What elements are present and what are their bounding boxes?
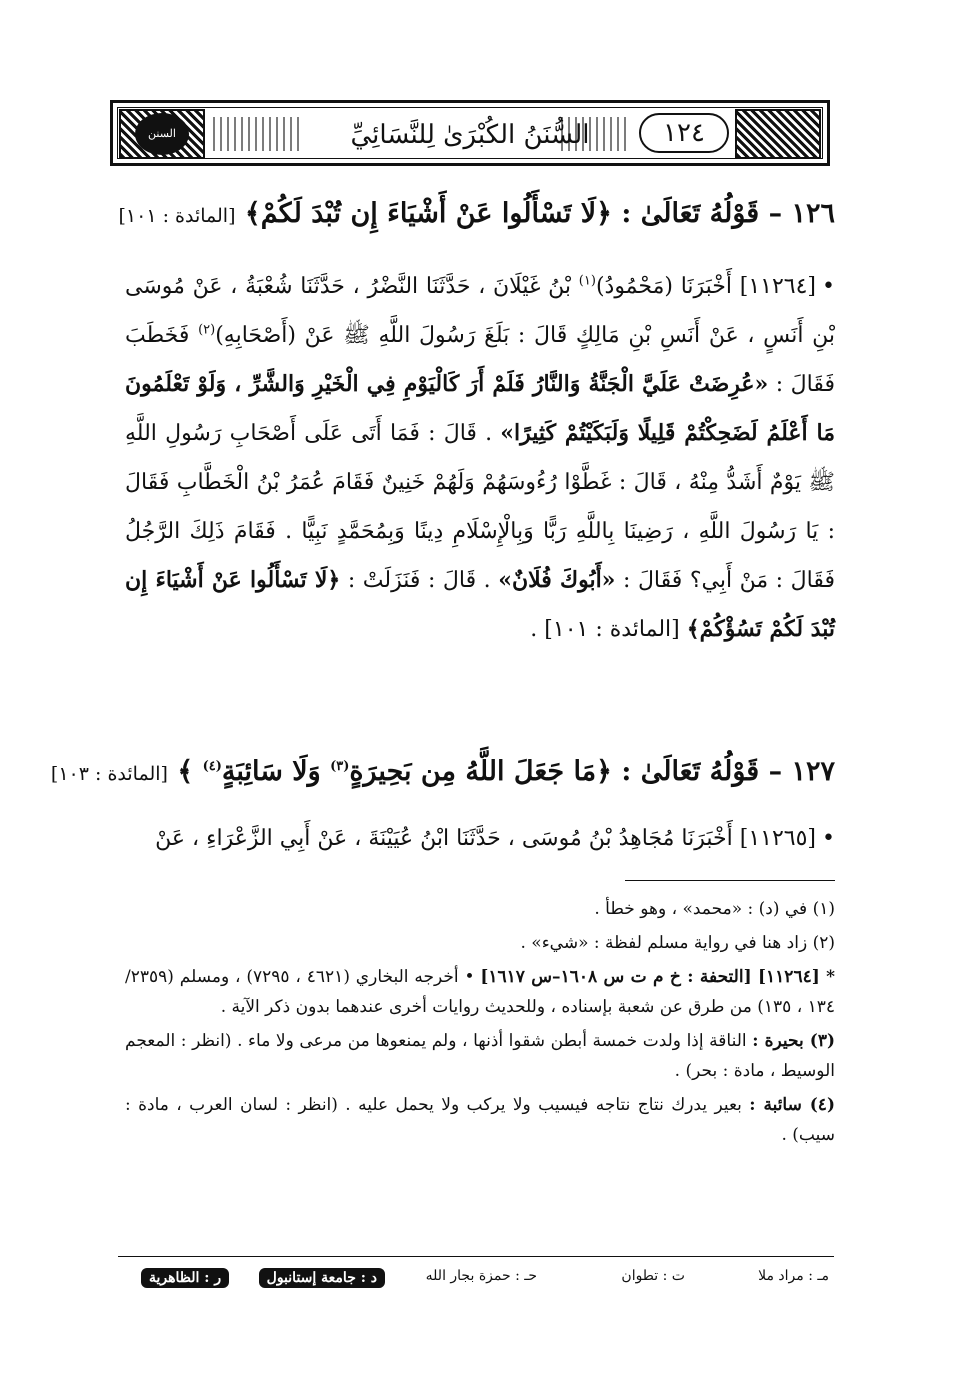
- footnote-marker: (٢): [198, 322, 216, 338]
- book-emblem-icon: السنن الكبرى: [135, 113, 189, 155]
- manuscript-legend: [125, 1266, 835, 1294]
- section-heading-127-ref: [المائدة : ١٠٣]: [50, 763, 168, 785]
- footnote-3: [125, 1026, 835, 1086]
- footnote-2: (٢) زاد هنا في رواية مسلم لفظة : «شيء» .: [520, 933, 835, 953]
- legend-m: مـ : مراد ملا: [758, 1268, 829, 1284]
- section-heading-126-ref: [المائدة : ١٠١]: [118, 205, 236, 227]
- hadith-11265: [125, 814, 835, 863]
- hadith-11264: [125, 262, 835, 654]
- footnote-1: (١) في (د) : «محمد» ، وهو خطأ .: [594, 899, 835, 919]
- page-number: ١٢٤: [639, 113, 729, 153]
- book-title: السُّنَنُ الكُبْرَىٰ لِلنَّسَائِيِّ: [350, 120, 590, 150]
- footnote-4: [125, 1090, 835, 1150]
- footnote-marker: (٤): [202, 759, 222, 774]
- legend-h: حـ : حمزة بجار الله: [425, 1268, 537, 1284]
- header-pattern-left: [213, 117, 303, 151]
- footnote-4-text: بعير يدرك نتاج نتاجه فيسيب ولا يركب ولا يحمل عليه . (انظر : لسان العرب ، مادة : سيب) .: [125, 1095, 835, 1145]
- hadith-quote: «أَبُوكَ فُلَانٌ»: [498, 567, 616, 593]
- hadith-text: بْنُ غَيْلَانَ ، حَدَّثَنَا النَّضْرُ ، حَدَّثَنَا شُعْبَةُ ، عَنْ مُوسَى بْنِ أَنَسٍ ، عَنْ أَنَسِ بْنِ مَالِكٍ قَالَ : بَلَغَ رَسُولَ اللَّهِ ﷺ عَنْ (أَصْحَابِهِ): [125, 274, 835, 348]
- footnote-takhrij: [125, 962, 835, 1022]
- header-ornament-right: [735, 109, 821, 159]
- section-heading-127-text: ١٢٧ – قَوْلُهُ تَعَالَىٰ : ﴿مَا جَعَلَ اللَّهُ مِن بَحِيرَةٍ: [349, 756, 835, 787]
- hadith-text: [١١٢٦٤] أَخْبَرَنَا (مَحْمُودُ): [595, 274, 817, 299]
- footer-separator: [118, 1256, 834, 1257]
- quran-verse: ﴿لَا تَسْأَلُوا عَنْ أَشْيَاءَ إِن تُبْدَ لَكُمْ تَسُؤْكُمْ﴾: [125, 567, 835, 642]
- footnote-marker: (٣): [330, 759, 350, 774]
- footnote-takhrij-text: • أخرجه البخاري (٤٦٢١ ، ٧٢٩٥) ، ومسلم (٢٣٥٩/ ١٣٤ ، ١٣٥) من طرق عن شعبة بإسناده ، وللحديث روايات أخرى عندهما بدون ذكر الآية .: [125, 967, 835, 1017]
- hadith-text: فَخَطَبَ فَقَالَ :: [125, 323, 835, 397]
- hadith-text: [١١٢٦٥] أَخْبَرَنَا مُجَاهِدُ بْنُ مُوسَى ، حَدَّثَنَا ابْنُ عُيَيْنَةَ ، عَنْ أَبِي الزَّعْرَاءِ ، عَنْ: [155, 826, 817, 851]
- page-header: [110, 100, 830, 182]
- footnote-takhrij-ref: * [١١٢٦٤] [التحفة : خ م ت س ١٦٠٨–س ١٦١٧]: [480, 967, 836, 987]
- footnote-separator: [625, 880, 835, 881]
- footnote-3-text: الناقة إذا ولدت خمسة أبطن شقوا أذنها ، ولم يمنعوها من مرعى ولا ماء . (انظر : المعجم الوسيط ، مادة : بحر) .: [125, 1031, 835, 1081]
- footnote-marker: (١): [578, 273, 596, 289]
- section-heading-126: [118, 192, 835, 238]
- footnote-4-label: (٤) سائبة :: [749, 1095, 835, 1115]
- section-heading-127-text: وَلَا سَائِبَةٍ: [221, 756, 331, 787]
- hadith-text: . قَالَ : فَنَزَلَتْ :: [340, 568, 499, 593]
- hadith-quote: «عُرِضَتْ عَلَيَّ الْجَنَّةُ وَالنَّارُ فَلَمْ أَرَ كَالْيَوْمِ فِي الْخَيْرِ وَالشَّرِّ ، وَلَوْ تَعْلَمُونَ مَا أَعْلَمُ لَضَحِكْتُمْ قَلِيلًا وَلَبَكَيْتُمْ كَثِيرًا»: [125, 371, 835, 446]
- section-heading-127-text: ﴾: [177, 756, 203, 787]
- bullet-icon: •: [822, 274, 835, 299]
- section-heading-126-text: ١٢٦ – قَوْلُهُ تَعَالَىٰ : ﴿لَا تَسْأَلُوا عَنْ أَشْيَاءَ إِن تُبْدَ لَكُمْ﴾: [244, 198, 835, 229]
- bullet-icon: •: [822, 826, 835, 851]
- legend-r-badge: ر : الظاهرية: [141, 1268, 229, 1288]
- section-heading-127: [50, 750, 835, 796]
- hadith-text: [المائدة : ١٠١] .: [530, 617, 687, 642]
- hadith-text: . قَالَ : فَمَا أَتَى عَلَى أَصْحَابِ رَسُولِ اللَّهِ ﷺ يَوْمٌ أَشَدُّ مِنْهُ ، قَالَ : غَطَّوْا رُءُوسَهُمْ وَلَهُمْ خَنِينٌ فَقَامَ عُمَرُ بْنُ الْخَطَّابِ فَقَالَ : يَا رَسُولَ اللَّهِ ، رَضِينَا بِاللَّهِ رَبًّا وَبِالْإِسْلَامِ دِينًا وَبِمُحَمَّدٍ نَبِيًّا . فَقَامَ ذَلِكَ الرَّجُلُ فَقَالَ : مَنْ أَبِي؟ فَقَالَ :: [125, 421, 835, 593]
- footnotes: [125, 894, 835, 1154]
- legend-t: ت : تطوان: [621, 1268, 685, 1284]
- legend-d-badge: د : جامعة إستانبول: [259, 1268, 385, 1288]
- footnote-3-label: (٣) بحيرة :: [752, 1031, 836, 1051]
